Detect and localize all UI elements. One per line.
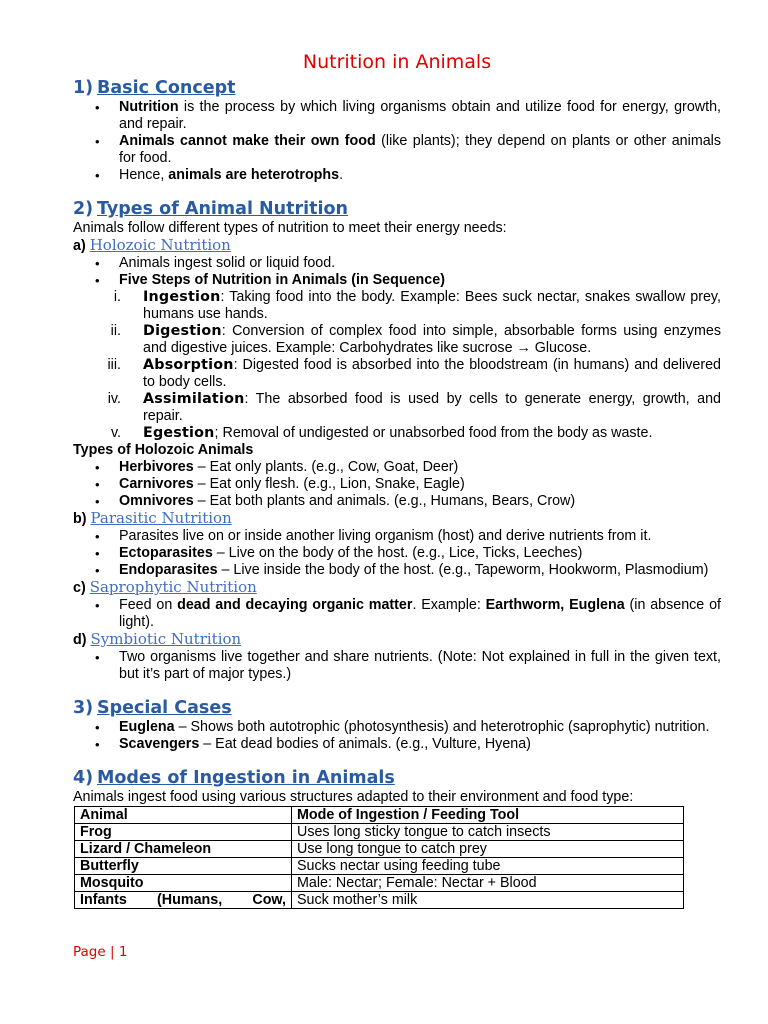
table-row	[75, 841, 684, 858]
table-cell: Infants (Humans, Cow,	[75, 892, 292, 909]
list-item: • Omnivores – Eat both plants and animals. (e.g., Humans, Bears, Crow)	[73, 493, 721, 510]
table-header-row	[75, 807, 684, 824]
list-item: • Five Steps of Nutrition in Animals (in Sequence)	[73, 272, 721, 289]
ingestion-intro: Animals ingest food using various structures adapted to their environment and food type:	[73, 789, 634, 805]
list-item: • Nutrition is the process by which living organisms obtain and utilize food for energy, growth, and repair.	[73, 99, 721, 133]
list-item: • Herbivores – Eat only plants. (e.g., Cow, Goat, Deer)	[73, 459, 721, 476]
table-cell: Sucks nectar using feeding tube	[292, 858, 684, 875]
list-item: • Endoparasites – Live inside the body of the host. (e.g., Tapeworm, Hookworm, Plasmodium)	[73, 562, 721, 579]
step-item: ii. Digestion: Conversion of complex food into simple, absorbable forms using enzymes and digestive juices. Example: Carbohydrates like sucrose → Glucose.	[110, 323, 721, 356]
section-heading-modes-of-ingestion: 4) Modes of Ingestion in Animals	[73, 768, 395, 788]
table-cell: Butterfly	[75, 858, 292, 875]
table-header-cell: Mode of Ingestion / Feeding Tool	[292, 807, 684, 824]
step-item: iv. Assimilation: The absorbed food is used by cells to generate energy, growth, and repair.	[107, 391, 721, 424]
table-row	[75, 892, 684, 909]
basic-concept-list	[73, 99, 721, 184]
table-row	[75, 875, 684, 892]
list-item: • Two organisms live together and share nutrients. (Note: Not explained in full in the given text, but it’s part of major types.)	[73, 649, 721, 683]
table-cell: Male: Nectar; Female: Nectar + Blood	[292, 875, 684, 892]
table-row	[75, 824, 684, 841]
list-item: • Parasites live on or inside another living organism (host) and derive nutrients from it.	[73, 528, 721, 545]
table-cell: Mosquito	[75, 875, 292, 892]
table-cell: Frog	[75, 824, 292, 841]
step-item: iii. Absorption: Digested food is absorbed into the bloodstream (in humans) and delivered to body cells.	[107, 357, 721, 390]
step-item: i. Ingestion: Taking food into the body. Example: Bees suck nectar, snakes swallow prey, humans use hands.	[113, 289, 721, 322]
list-item: • Carnivores – Eat only flesh. (e.g., Lion, Snake, Eagle)	[73, 476, 721, 493]
table-cell: Suck mother’s milk	[292, 892, 684, 909]
table-cell: Uses long sticky tongue to catch insects	[292, 824, 684, 841]
ingestion-table	[74, 806, 684, 909]
list-item: • Feed on dead and decaying organic matter. Example: Earthworm, Euglena (in absence of light).	[73, 597, 721, 631]
list-item: • Ectoparasites – Live on the body of the host. (e.g., Lice, Ticks, Leeches)	[73, 545, 721, 562]
subheading-symbiotic: d) Symbiotic Nutrition	[73, 630, 242, 648]
saprophytic-list	[73, 597, 721, 631]
section-heading-basic-concept: 1) Basic Concept	[73, 78, 236, 98]
list-item: • Scavengers – Eat dead bodies of animals. (e.g., Vulture, Hyena)	[73, 736, 721, 753]
subheading-parasitic: b) Parasitic Nutrition	[73, 509, 232, 527]
parasitic-list	[73, 528, 721, 579]
list-item: • Animals ingest solid or liquid food.	[73, 255, 721, 272]
symbiotic-list	[73, 649, 721, 683]
special-cases-list	[73, 719, 721, 753]
nutrition-steps-list	[73, 289, 721, 442]
section-heading-types: 2) Types of Animal Nutrition	[73, 199, 348, 219]
holozoic-types-list	[73, 459, 721, 510]
document-title: Nutrition in Animals	[302, 51, 492, 73]
table-row	[75, 858, 684, 875]
page-number-footer: Page | 1	[73, 944, 128, 960]
table-header-cell: Animal	[75, 807, 292, 824]
table-cell: Use long tongue to catch prey	[292, 841, 684, 858]
subheading-holozoic: a) Holozoic Nutrition	[73, 236, 231, 254]
table-cell: Lizard / Chameleon	[75, 841, 292, 858]
holozoic-list	[73, 255, 721, 289]
types-intro: Animals follow different types of nutrition to meet their energy needs:	[73, 220, 507, 236]
types-holozoic-heading: Types of Holozoic Animals	[73, 442, 254, 458]
list-item: • Hence, animals are heterotrophs.	[73, 167, 721, 184]
list-item: • Animals cannot make their own food (like plants); they depend on plants or other animals for food.	[73, 133, 721, 167]
list-item: • Euglena – Shows both autotrophic (photosynthesis) and heterotrophic (saprophytic) nutrition.	[73, 719, 721, 736]
document-page	[73, 50, 721, 909]
subheading-saprophytic: c) Saprophytic Nutrition	[73, 578, 257, 596]
step-item: v. Egestion; Removal of undigested or unabsorbed food from the body as waste.	[110, 425, 653, 441]
section-heading-special-cases: 3) Special Cases	[73, 698, 232, 718]
